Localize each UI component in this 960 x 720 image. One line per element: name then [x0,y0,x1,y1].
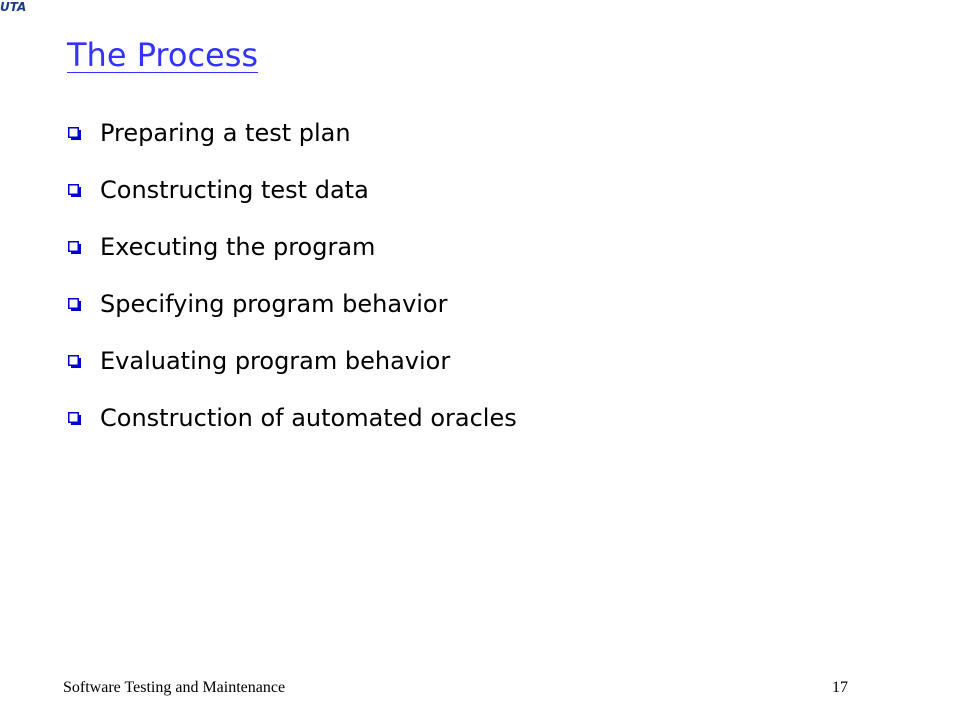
bullet-list [68,114,517,456]
hollow-square-bullet-icon [68,412,81,425]
bullet-item [68,228,517,266]
bullet-text: Executing the program [100,233,376,261]
hollow-square-bullet-icon [68,184,81,197]
bullet-item [68,171,517,209]
bullet-text: Constructing test data [100,176,369,204]
bullet-text: Construction of automated oracles [100,404,517,432]
hollow-square-bullet-icon [68,298,81,311]
bullet-item [68,114,517,152]
bullet-item [68,399,517,437]
bullet-item [68,285,517,323]
footer-page-number: 17 [832,679,848,696]
uta-logo: UTA [0,0,27,14]
bullet-text: Evaluating program behavior [100,347,451,375]
hollow-square-bullet-icon [68,127,81,140]
bullet-text: Specifying program behavior [100,290,448,318]
slide-title: The Process [67,36,259,74]
footer-course-title: Software Testing and Maintenance [63,679,286,696]
hollow-square-bullet-icon [68,241,81,254]
hollow-square-bullet-icon [68,355,81,368]
bullet-text: Preparing a test plan [100,119,351,147]
bullet-item [68,342,517,380]
